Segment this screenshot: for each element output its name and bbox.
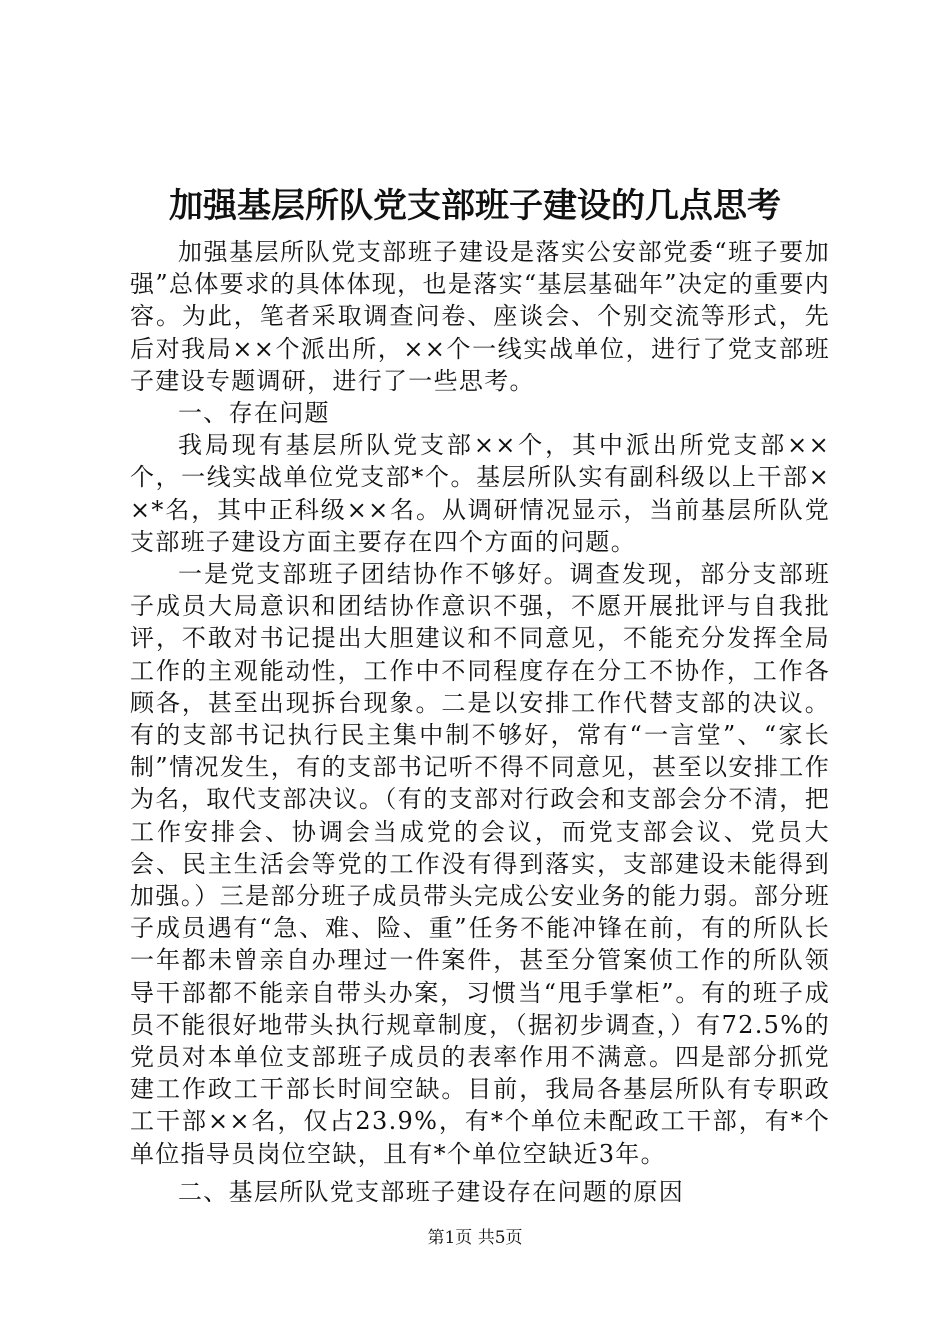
- section-heading-causes: 二、基层所队党支部班子建设存在问题的原因: [178, 1177, 684, 1206]
- document-body: [130, 236, 830, 1208]
- problems-detail-paragraph: 一是党支部班子团结协作不够好。调查发现，部分支部班子成员大局意识和团结协作意识不强，不愿开展批评与自我批评，不敢对书记提出大胆建议和不同意见，不能充分发挥全局工作的主观能动性，工作中不同程度存在分工不协作，工作各顾各，甚至出现拆台现象。二是以安排工作代替支部的决议。有的支部书记执行民主集中制不够好，常有“一言堂”、“家长制”情况发生，有的支部书记听不得不同意见，甚至以安排工作为名，取代支部决议。（有的支部对行政会和支部会分不清，把工作安排会、协调会当成党的会议，而党支部会议、党员大会、民主生活会等党的工作没有得到落实，支部建设未能得到加强。）三是部分班子成员带头完成公安业务的能力弱。部分班子成员遇有“急、难、险、重”任务不能冲锋在前，有的所队长一年都未曾亲自办理过一件案件，甚至分管案侦工作的所队领导干部都不能亲自带头办案，习惯当“甩手掌柜”。有的班子成员不能很好地带头执行规章制度，（据初步调查，）有72.5%的党员对本单位支部班子成员的表率作用不满意。四是部分抓党建工作政工干部长时间空缺。目前，我局各基层所队有专职政工干部××名，仅占23.9%，有*个单位未配政工干部，有*个单位指导员岗位空缺，且有*个单位空缺近3年。: [130, 560, 830, 1168]
- problems-overview-paragraph: 我局现有基层所队党支部××个，其中派出所党支部××个，一线实战单位党支部*个。基层所队实有副科级以上干部××*名，其中正科级××名。从调研情况显示，当前基层所队党支部班子建设方面主要存在四个方面的问题。: [130, 431, 830, 556]
- intro-paragraph: 加强基层所队党支部班子建设是落实公安部党委“班子要加强”总体要求的具体体现，也是落实“基层基础年”决定的重要内容。为此，笔者采取调查问卷、座谈会、个别交流等形式，先后对我局××个派出所，××个一线实战单位，进行了党支部班子建设专题调研，进行了一些思考。: [130, 238, 830, 395]
- document-title: 加强基层所队党支部班子建设的几点思考: [169, 186, 781, 226]
- section-heading-problems: 一、存在问题: [178, 399, 330, 428]
- page-footer: 第1页 共5页: [427, 1228, 523, 1248]
